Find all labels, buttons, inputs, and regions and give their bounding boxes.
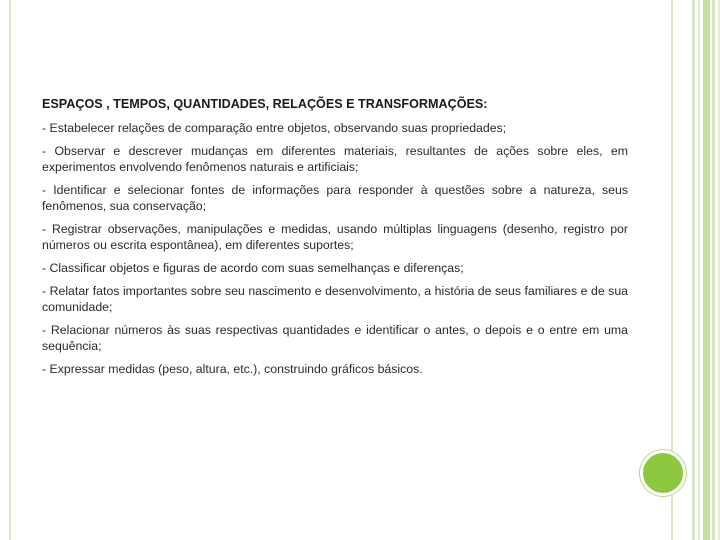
list-item: - Estabelecer relações de comparação entre objetos, observando suas propriedades; — [42, 121, 507, 135]
list-item: - Registrar observações, manipulações e medidas, usando múltiplas linguagens (desenho, registro por números ou escrita espontânea), em diferentes suportes; — [42, 222, 628, 252]
decorative-stripes — [688, 0, 720, 540]
stripe — [703, 0, 710, 540]
slide-heading: ESPAÇOS , TEMPOS, QUANTIDADES, RELAÇÕES E TRANSFORMAÇÕES: — [42, 97, 488, 111]
stripe — [712, 0, 715, 540]
list-item: - Classificar objetos e figuras de acordo com suas semelhanças e diferenças; — [42, 261, 464, 275]
list-item: - Identificar e selecionar fontes de informações para responder à questões sobre a natureza, seus fenômenos, sua conservação; — [42, 183, 628, 213]
list-item: - Relatar fatos importantes sobre seu nascimento e desenvolvimento, a história de seus familiares e de sua comunidade; — [42, 284, 628, 314]
slide-content — [42, 96, 628, 384]
list-item: - Relacionar números às suas respectivas quantidades e identificar o antes, o depois e o entre em uma sequência; — [42, 323, 628, 353]
list-item: - Observar e descrever mudanças em diferentes materiais, resultantes de ações sobre eles, em experimentos envolvendo fenômenos naturais e artificiais; — [42, 144, 628, 174]
green-circle-decoration — [640, 450, 686, 496]
stripe — [692, 0, 695, 540]
stripe — [698, 0, 700, 540]
list-item: - Expressar medidas (peso, altura, etc.), construindo gráficos básicos. — [42, 362, 423, 376]
